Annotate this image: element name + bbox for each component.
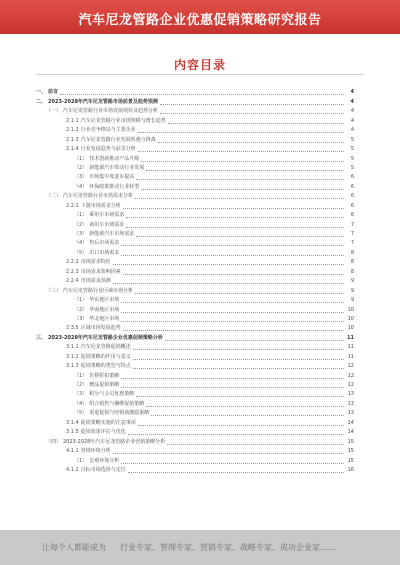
toc-dot-leader: [128, 472, 344, 473]
toc-entry-title: 积分与会员优惠策略: [89, 391, 135, 398]
toc-entry-page: 10: [347, 325, 354, 332]
toc-entry[interactable]: [36, 418, 354, 427]
toc-entry-number: 一、: [36, 89, 47, 96]
toc-entry[interactable]: [36, 447, 354, 456]
toc-entry-title: 汽车尼龙管路行业区域市场分析: [63, 287, 134, 294]
toc-entry[interactable]: [36, 126, 354, 135]
toc-dot-leader: [151, 415, 344, 416]
toc-dot-leader: [138, 151, 344, 152]
toc-entry-title: 组合销售与捆绑促销策略: [89, 400, 145, 407]
toc-entry[interactable]: [36, 277, 354, 286]
toc-dot-leader: [121, 245, 344, 246]
toc-dot-leader: [168, 123, 344, 124]
toc-entry-page: 10: [347, 306, 354, 313]
heading-divider: [36, 74, 364, 75]
toc-dot-leader: [128, 434, 344, 435]
toc-entry-title: 华北地区市场: [89, 315, 120, 322]
toc-entry[interactable]: [36, 88, 354, 97]
toc-entry[interactable]: [36, 220, 354, 229]
toc-entry-page: 9: [350, 287, 354, 294]
toc-entry-page: 11: [347, 334, 354, 341]
toc-entry-title: 市场集中度逐步提高: [89, 174, 135, 181]
toc-entry-title: 促销效果评估与优化: [80, 429, 126, 436]
toc-entry[interactable]: [36, 107, 354, 116]
toc-entry-title: 促销策略的作用与意义: [80, 353, 131, 360]
toc-entry-page: 14: [347, 419, 354, 426]
toc-entry-title: 赠品促销策略: [89, 382, 120, 388]
toc-entry-page: 4: [350, 98, 354, 105]
toc-entry-title: 汽车尼龙管路行业发展机遇与挑战: [80, 136, 156, 143]
toc-entry-page: 13: [347, 391, 354, 398]
toc-entry[interactable]: [36, 466, 354, 475]
toc-entry[interactable]: [36, 258, 354, 267]
toc-entry-title: 新能源汽车市场需求: [89, 231, 135, 237]
toc-entry-number: 2.2.4: [66, 278, 79, 285]
toc-dot-leader: [158, 142, 344, 143]
toc-entry-page: 7: [350, 231, 354, 237]
toc-dot-leader: [121, 302, 344, 303]
toc-dot-leader: [113, 453, 344, 454]
toc-dot-leader: [121, 255, 344, 256]
toc-entry-number: （5）: [74, 410, 88, 417]
toc-entry-number: 3.1.3: [66, 363, 79, 370]
toc-entry[interactable]: [36, 409, 354, 418]
toc-entry-title: 乘用车市场需求: [89, 212, 125, 219]
toc-entry-title: 2023-2028年汽车尼龙管路企业营销策略分析: [63, 438, 166, 445]
toc-dot-leader: [113, 264, 344, 265]
toc-entry-title: 新能源汽车带动行业发展: [89, 164, 145, 171]
toc-entry-number: （1）: [74, 155, 88, 162]
toc-dot-leader: [126, 227, 344, 228]
toc-entry-page: 5: [350, 164, 354, 171]
toc-entry-title: 价格折扣策略: [89, 372, 120, 379]
toc-entry[interactable]: [36, 362, 354, 371]
toc-entry[interactable]: [36, 305, 354, 314]
toc-entry-page: 5: [350, 155, 354, 162]
toc-entry-page: 6: [350, 174, 354, 181]
toc-entry-number: （三）: [46, 287, 62, 294]
toc-entry-number: （4）: [74, 183, 88, 190]
toc-entry-number: 2.3.5: [66, 325, 79, 332]
toc-entry-page: 15: [347, 448, 354, 455]
toc-entry-number: （1）: [74, 457, 88, 464]
toc-entry-title: 促销策略实施的注意事项: [80, 419, 136, 426]
toc-entry-number: （4）: [74, 400, 88, 407]
toc-entry-number: 4.1.1: [66, 448, 79, 455]
toc-entry[interactable]: [36, 154, 354, 163]
toc-dot-leader: [121, 463, 344, 464]
toc-entry-title: 出口市场需求: [89, 249, 120, 256]
toc-entry-page: 12: [347, 372, 354, 379]
toc-dot-leader: [165, 340, 344, 341]
toc-dot-leader: [113, 283, 344, 284]
toc-entry-number: 3.1.1: [66, 344, 79, 351]
toc-dot-leader: [133, 359, 344, 360]
toc-entry[interactable]: [36, 248, 354, 257]
toc-entry-title: 华东地区市场: [89, 297, 120, 304]
toc-entry-title: 区域市场发展趋势: [80, 325, 121, 332]
toc-entry[interactable]: [36, 333, 354, 342]
toc-entry-title: 行业发展趋势与前景分析: [80, 146, 136, 153]
toc-entry-number: 2.2.1: [66, 202, 79, 209]
toc-entry-page: 4: [350, 89, 354, 96]
toc-entry[interactable]: [36, 437, 354, 446]
toc-dot-leader: [60, 94, 344, 95]
toc-entry-title: 技术创新推动产品升级: [89, 155, 140, 162]
footer-slogan: 让每个人都能成为: [42, 543, 106, 552]
toc-entry-number: 4.1.2: [66, 466, 79, 473]
toc-entry[interactable]: [36, 315, 354, 324]
toc-dot-leader: [126, 217, 344, 218]
toc-entry[interactable]: [36, 343, 354, 352]
toc-entry-title: 促销策略的类型与特点: [80, 363, 131, 370]
toc-entry-number: 3.1.5: [66, 429, 79, 436]
toc-entry-page: 8: [350, 249, 354, 256]
toc-entry-page: 6: [350, 202, 354, 209]
toc-entry-page: 8: [350, 259, 354, 266]
toc-dot-leader: [123, 208, 344, 209]
toc-entry-number: 2.1.3: [66, 136, 79, 143]
toc-entry-page: 7: [350, 221, 354, 228]
toc-entry-title: 2023-2028年汽车尼龙管路市场前景及趋势预测: [48, 98, 158, 105]
toc-dot-leader: [121, 321, 344, 322]
toc-dot-leader: [135, 293, 344, 294]
toc-entry-page: 4: [350, 108, 354, 115]
toc-entry-number: 2.1.2: [66, 127, 79, 134]
toc-entry-number: （3）: [74, 391, 88, 398]
toc-entry[interactable]: [36, 352, 354, 361]
toc-entry-number: （四）: [46, 438, 62, 445]
toc-entry-page: 11: [347, 344, 354, 351]
toc-entry-page: 10: [347, 315, 354, 322]
toc-entry-number: （2）: [74, 382, 88, 388]
toc-dot-leader: [121, 312, 344, 313]
toc-entry[interactable]: [36, 428, 354, 437]
toc-entry-title: 下游市场需求分析: [80, 202, 121, 209]
toc-entry-page: 5: [350, 146, 354, 153]
toc-dot-leader: [160, 113, 344, 114]
report-header-bar: [0, 0, 400, 34]
toc-entry[interactable]: [36, 145, 354, 154]
toc-entry-title: 华南地区市场: [89, 306, 120, 313]
toc-entry-title: 商用车市场需求: [89, 221, 125, 228]
toc-entry[interactable]: [36, 381, 354, 390]
toc-dot-leader: [146, 406, 344, 407]
toc-entry-number: （3）: [74, 315, 88, 322]
toc-entry[interactable]: [36, 211, 354, 220]
toc-entry[interactable]: [36, 116, 354, 125]
toc-entry-page: 12: [347, 363, 354, 370]
toc-entry-page: 9: [350, 278, 354, 285]
toc-entry-title: 市场需求特征: [80, 259, 111, 266]
toc-entry-number: （3）: [74, 174, 88, 181]
toc-entry-page: 6: [350, 212, 354, 219]
toc-entry-number: （一）: [46, 108, 62, 115]
toc-dot-leader: [133, 349, 344, 350]
toc-entry-title: 售后市场需求: [89, 240, 120, 247]
toc-dot-leader: [133, 368, 344, 369]
toc-entry-title: 市场需求预测: [80, 278, 111, 285]
toc-dot-leader: [146, 170, 344, 171]
toc-dot-leader: [141, 161, 344, 162]
toc-entry-page: 11: [347, 353, 354, 360]
toc-entry[interactable]: [36, 97, 354, 106]
toc-dot-leader: [121, 387, 344, 388]
toc-entry-number: （1）: [74, 297, 88, 304]
toc-entry-title: 行业竞争格局与主要企业: [80, 127, 136, 134]
toc-entry[interactable]: [36, 399, 354, 408]
toc-entry-title: 汽车尼龙管路行业市场需求分析: [63, 193, 134, 200]
toc-entry-page: 15: [347, 457, 354, 464]
toc-entry-page: 6: [350, 183, 354, 190]
toc-entry-title: 宏观环境分析: [89, 457, 120, 464]
toc-entry-number: 三、: [36, 334, 47, 341]
toc-dot-leader: [121, 378, 344, 379]
toc-entry-page: 9: [350, 297, 354, 304]
toc-entry[interactable]: [36, 456, 354, 465]
toc-entry-number: （2）: [74, 306, 88, 313]
toc-entry-page: 15: [347, 438, 354, 445]
toc-entry-number: 2.1.1: [66, 117, 79, 124]
toc-entry-page: 6: [350, 193, 354, 200]
toc-dot-leader: [138, 425, 344, 426]
toc-entry[interactable]: [36, 371, 354, 380]
toc-heading: 内容目录: [173, 58, 226, 72]
toc-dot-leader: [141, 189, 344, 190]
toc-dot-leader: [123, 274, 344, 275]
toc-entry-number: 2.2.3: [66, 268, 79, 275]
toc-entry-page: 13: [347, 410, 354, 417]
toc-entry-number: （2）: [74, 164, 88, 171]
toc-entry-number: （1）: [74, 372, 88, 379]
toc-entry-page: 14: [347, 429, 354, 436]
toc-entry-page: 7: [350, 240, 354, 247]
toc-dot-leader: [160, 104, 344, 105]
toc-dot-leader: [136, 236, 344, 237]
toc-entry[interactable]: [36, 135, 354, 144]
toc-entry-page: 13: [347, 400, 354, 407]
toc-entry-number: （4）: [74, 240, 88, 247]
toc-entry[interactable]: [36, 164, 354, 173]
toc-entry-number: （3）: [74, 231, 88, 237]
toc-entry-number: 3.1.2: [66, 353, 79, 360]
toc-entry-number: 2.2.2: [66, 259, 79, 266]
toc-entry[interactable]: [36, 192, 354, 201]
toc-entry-page: 4: [350, 127, 354, 134]
toc-entry-title: 汽车尼龙管路行业市场发展现状及趋势分析: [63, 108, 159, 115]
toc-dot-leader: [123, 330, 344, 331]
toc-entry[interactable]: [36, 390, 354, 399]
toc-dot-leader: [167, 444, 344, 445]
toc-entry[interactable]: [36, 324, 354, 333]
toc-entry-page: 4: [350, 117, 354, 124]
toc-entry[interactable]: [36, 182, 354, 191]
report-footer: [0, 530, 400, 565]
toc-entry-page: 12: [347, 382, 354, 388]
toc-entry-number: 二、: [36, 98, 47, 105]
footer-roles: 行业专家、管理专家、营销专家、战略专家、成功企业家……: [120, 543, 336, 552]
toc-entry-title: 汽车尼龙管路促销概述: [80, 344, 131, 351]
toc-entry-title: 环保政策推动行业转型: [89, 183, 140, 190]
table-of-contents: [36, 88, 354, 475]
toc-entry[interactable]: [36, 286, 354, 295]
toc-entry-title: 前言: [48, 89, 59, 96]
toc-entry[interactable]: [36, 239, 354, 248]
toc-entry-number: （2）: [74, 221, 88, 228]
toc-entry-title: 渠道促销与经销商激励策略: [89, 410, 150, 417]
toc-entry-title: 营销环境分析: [80, 448, 111, 455]
toc-entry-number: （1）: [74, 212, 88, 219]
toc-entry[interactable]: [36, 201, 354, 210]
toc-entry-page: 5: [350, 136, 354, 143]
toc-entry[interactable]: [36, 173, 354, 182]
toc-dot-leader: [136, 396, 344, 397]
toc-entry-page: 8: [350, 268, 354, 275]
toc-dot-leader: [138, 132, 344, 133]
toc-entry[interactable]: [36, 267, 354, 276]
toc-dot-leader: [135, 198, 344, 199]
toc-entry-number: （5）: [74, 249, 88, 256]
toc-entry-title: 汽车尼龙管路行业市场规模与增长趋势: [80, 117, 166, 124]
toc-entry-title: 目标市场选择与定位: [80, 466, 126, 473]
toc-entry-title: 市场需求影响因素: [80, 268, 121, 275]
report-title: 汽车尼龙管路企业优惠促销策略研究报告: [78, 13, 322, 28]
toc-dot-leader: [136, 179, 344, 180]
toc-entry-page: 16: [347, 466, 354, 473]
toc-entry-number: （二）: [46, 193, 62, 200]
toc-entry-number: 3.1.4: [66, 419, 79, 426]
toc-entry-title: 2023-2028年汽车尼龙管路企业优惠促销策略分析: [48, 334, 163, 341]
toc-entry[interactable]: [36, 230, 354, 239]
toc-entry-number: 2.1.4: [66, 146, 79, 153]
toc-entry[interactable]: [36, 296, 354, 305]
